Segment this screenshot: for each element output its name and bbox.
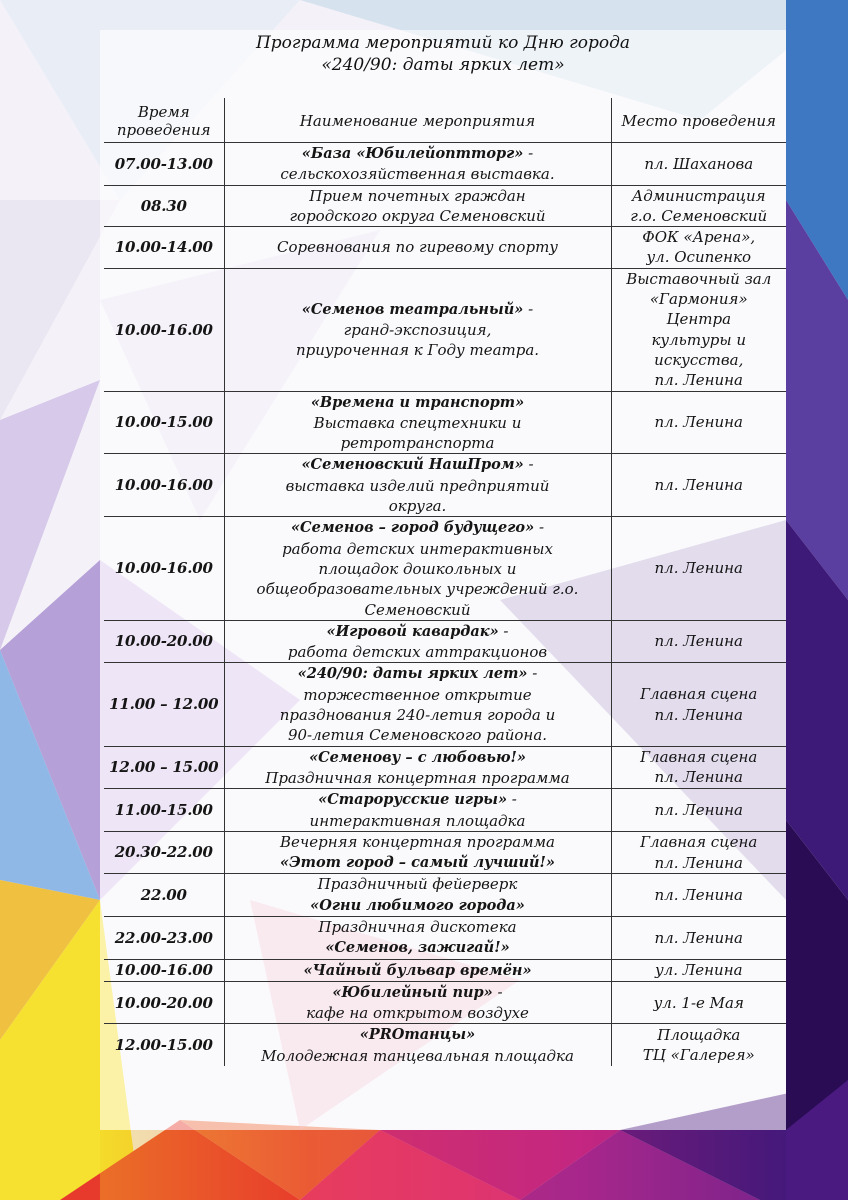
event-cell: «240/90: даты ярких лет» - торжественное открытие празднования 240-летия города и 90-летия Семеновского района. bbox=[224, 663, 611, 746]
event-title: «Этот город – самый лучший!» bbox=[280, 854, 555, 872]
event-cell bbox=[224, 391, 611, 454]
page-title bbox=[100, 32, 786, 76]
event-time: 10.00-16.00 bbox=[104, 517, 224, 620]
table-row bbox=[104, 959, 786, 981]
event-place bbox=[611, 959, 786, 981]
event-cell bbox=[224, 746, 611, 789]
event-title: «Игровой кавардак» bbox=[326, 622, 499, 640]
event-place bbox=[611, 454, 786, 517]
header-time-line: проведения bbox=[116, 121, 211, 139]
event-title: «Чайный бульвар времён» bbox=[303, 961, 532, 979]
event-description: городского округа Семеновский bbox=[289, 206, 546, 225]
table-row bbox=[104, 831, 786, 874]
event-title: «Юбилейный пир» bbox=[332, 983, 493, 1001]
event-place-line: пл. Ленина bbox=[654, 800, 743, 819]
event-place-line: пл. Шаханова bbox=[644, 154, 754, 173]
event-description: Праздничная концертная программа bbox=[265, 768, 570, 787]
event-title: «База «Юбилейоптторг» bbox=[301, 145, 524, 162]
event-place bbox=[611, 916, 786, 959]
event-place bbox=[611, 874, 786, 917]
header-place: Место проведения bbox=[611, 98, 786, 143]
event-place-line: Центра bbox=[666, 310, 732, 329]
event-description: празднования 240-летия города и bbox=[279, 706, 556, 725]
table-row bbox=[104, 454, 786, 517]
event-place bbox=[611, 1024, 786, 1066]
event-time: 22.00 bbox=[104, 874, 224, 917]
event-description: площадок дошкольных и bbox=[318, 559, 517, 578]
event-place bbox=[611, 789, 786, 832]
event-description: округа. bbox=[388, 497, 447, 516]
event-place bbox=[611, 981, 786, 1024]
table-row bbox=[104, 789, 786, 832]
event-time: 10.00-16.00 bbox=[104, 268, 224, 391]
program-table bbox=[104, 98, 786, 1066]
event-place bbox=[611, 185, 786, 227]
event-description: торжественное открытие bbox=[303, 685, 532, 704]
event-time: 10.00-20.00 bbox=[104, 620, 224, 663]
event-description: Семеновский bbox=[364, 600, 471, 619]
event-time: 10.00-16.00 bbox=[104, 959, 224, 981]
event-cell bbox=[224, 874, 611, 917]
event-time: 08.30 bbox=[104, 185, 224, 227]
header-time-line: Время bbox=[137, 103, 190, 121]
event-place-line: Выставочный зал bbox=[626, 269, 772, 288]
event-cell bbox=[224, 1024, 611, 1066]
event-place-line: пл. Ленина bbox=[654, 705, 743, 724]
event-time: 11.00 – 12.00 bbox=[104, 663, 224, 746]
event-cell: «Игровой кавардак» - работа детских аттракционов bbox=[224, 620, 611, 663]
event-place bbox=[611, 620, 786, 663]
event-cell bbox=[224, 959, 611, 981]
event-time: 20.30-22.00 bbox=[104, 831, 224, 874]
table-row bbox=[104, 517, 786, 620]
event-time: 22.00-23.00 bbox=[104, 916, 224, 959]
event-title: «Семенову – с любовью!» bbox=[309, 748, 526, 766]
event-place bbox=[611, 663, 786, 746]
table-row bbox=[104, 620, 786, 663]
event-time: 10.00-15.00 bbox=[104, 391, 224, 454]
event-description: Выставка спецтехники и bbox=[313, 413, 522, 432]
event-place bbox=[611, 143, 786, 186]
event-description: Праздничная дискотека bbox=[318, 917, 517, 936]
event-place-line: Главная сцена bbox=[640, 748, 758, 767]
event-cell: «База «Юбилейоптторг» - сельскохозяйственная выставка. bbox=[224, 143, 611, 186]
event-cell bbox=[224, 185, 611, 227]
event-description: кафе на открытом воздухе bbox=[306, 1004, 529, 1023]
event-place bbox=[611, 391, 786, 454]
event-place-line: пл. Ленина bbox=[654, 371, 743, 390]
event-title: «240/90: даты ярких лет» bbox=[297, 665, 528, 683]
event-place bbox=[611, 268, 786, 391]
table-header-row bbox=[104, 98, 786, 143]
event-place-line: искусства, bbox=[654, 350, 744, 369]
event-place-line: «Гармония» bbox=[649, 290, 748, 309]
event-time: 11.00-15.00 bbox=[104, 789, 224, 832]
event-title: «Старорусские игры» bbox=[318, 791, 508, 809]
event-place-line: Администрация bbox=[631, 186, 766, 205]
event-time: 10.00-14.00 bbox=[104, 227, 224, 269]
table-row bbox=[104, 268, 786, 391]
event-place-line: пл. Ленина bbox=[654, 559, 743, 578]
event-place-line: пл. Ленина bbox=[654, 413, 743, 432]
table-row bbox=[104, 391, 786, 454]
event-place-line: пл. Ленина bbox=[654, 928, 743, 947]
table-row bbox=[104, 143, 786, 186]
event-place bbox=[611, 227, 786, 269]
table-row bbox=[104, 227, 786, 269]
event-description: работа детских интерактивных bbox=[282, 539, 553, 558]
event-title: «Семенов, зажигай!» bbox=[325, 939, 510, 957]
event-place-line: г.о. Семеновский bbox=[630, 206, 768, 225]
event-description: ретротранспорта bbox=[340, 434, 495, 453]
event-place-line: пл. Ленина bbox=[654, 476, 743, 495]
event-title: «Времена и транспорт» bbox=[310, 393, 525, 411]
event-place-line: пл. Ленина bbox=[654, 886, 743, 905]
table-row bbox=[104, 916, 786, 959]
header-time bbox=[104, 98, 224, 143]
event-time: 10.00-20.00 bbox=[104, 981, 224, 1024]
event-cell: «Семенов – город будущего» - работа детских интерактивных площадок дошкольных и общеобразовательных учреждений г.о. Семеновский bbox=[224, 517, 611, 620]
event-description: 90-летия Семеновского района. bbox=[287, 726, 548, 745]
event-title: «Огни любимого города» bbox=[310, 896, 525, 914]
event-time: 12.00-15.00 bbox=[104, 1024, 224, 1066]
event-description: выставка изделий предприятий bbox=[285, 476, 550, 495]
event-description: общеобразовательных учреждений г.о. bbox=[256, 580, 579, 599]
table-row bbox=[104, 874, 786, 917]
event-description: интерактивная площадка bbox=[309, 811, 526, 830]
event-place bbox=[611, 831, 786, 874]
event-description: Вечерняя концертная программа bbox=[279, 832, 556, 851]
event-place-line: ул. 1-е Мая bbox=[653, 993, 744, 1012]
event-place bbox=[611, 517, 786, 620]
event-place-line: ФОК «Арена», bbox=[642, 228, 756, 247]
event-title: «Семенов – город будущего» bbox=[290, 519, 535, 537]
title-line-1: Программа мероприятий ко Дню города bbox=[255, 33, 631, 53]
event-description: гранд-экспозиция, bbox=[343, 321, 492, 340]
event-cell bbox=[224, 227, 611, 269]
event-time: 07.00-13.00 bbox=[114, 154, 213, 173]
event-description: работа детских аттракционов bbox=[287, 643, 548, 662]
event-description: приуроченная к Году театра. bbox=[295, 341, 540, 360]
event-cell: «Семенов театральный» - гранд-экспозиция, приуроченная к Году театра. bbox=[224, 268, 611, 391]
event-place-line: ТЦ «Галерея» bbox=[642, 1046, 755, 1065]
event-description: Соревнования по гиревому спорту bbox=[276, 238, 558, 257]
event-time: 10.00-16.00 bbox=[104, 454, 224, 517]
event-place-line: ул. Осипенко bbox=[646, 248, 752, 267]
event-title: «Семеновский НашПром» bbox=[301, 456, 524, 474]
event-description: Молодежная танцевальная площадка bbox=[261, 1046, 574, 1065]
event-place-line: культуры и bbox=[651, 330, 747, 349]
event-cell bbox=[224, 831, 611, 874]
event-cell: «Старорусские игры» - интерактивная площадка bbox=[224, 789, 611, 832]
event-place-line: пл. Ленина bbox=[654, 632, 743, 651]
table-row bbox=[104, 1024, 786, 1066]
event-description: Прием почетных граждан bbox=[309, 186, 526, 205]
table-row bbox=[104, 185, 786, 227]
event-title: «Семенов театральный» bbox=[301, 300, 524, 318]
event-place-line: ул. Ленина bbox=[654, 961, 743, 980]
event-place-line: Главная сцена bbox=[640, 685, 758, 704]
event-place bbox=[611, 746, 786, 789]
event-place-line: Площадка bbox=[657, 1025, 741, 1044]
event-time: 12.00 – 15.00 bbox=[104, 746, 224, 789]
event-description: Праздничный фейерверк bbox=[317, 875, 518, 894]
event-place-line: пл. Ленина bbox=[654, 853, 743, 872]
event-cell: «Юбилейный пир» - кафе на открытом воздухе bbox=[224, 981, 611, 1024]
event-place-line: Главная сцена bbox=[640, 833, 758, 852]
event-title: «PROтанцы» bbox=[359, 1026, 476, 1044]
header-name: Наименование мероприятия bbox=[224, 98, 611, 143]
event-description: сельскохозяйственная выставка. bbox=[280, 165, 555, 184]
table-row bbox=[104, 746, 786, 789]
title-line-2: «240/90: даты ярких лет» bbox=[321, 55, 565, 75]
table-row bbox=[104, 981, 786, 1024]
event-cell: «Семеновский НашПром» - выставка изделий предприятий округа. bbox=[224, 454, 611, 517]
event-place-line: пл. Ленина bbox=[654, 768, 743, 787]
table-row bbox=[104, 663, 786, 746]
event-cell bbox=[224, 916, 611, 959]
